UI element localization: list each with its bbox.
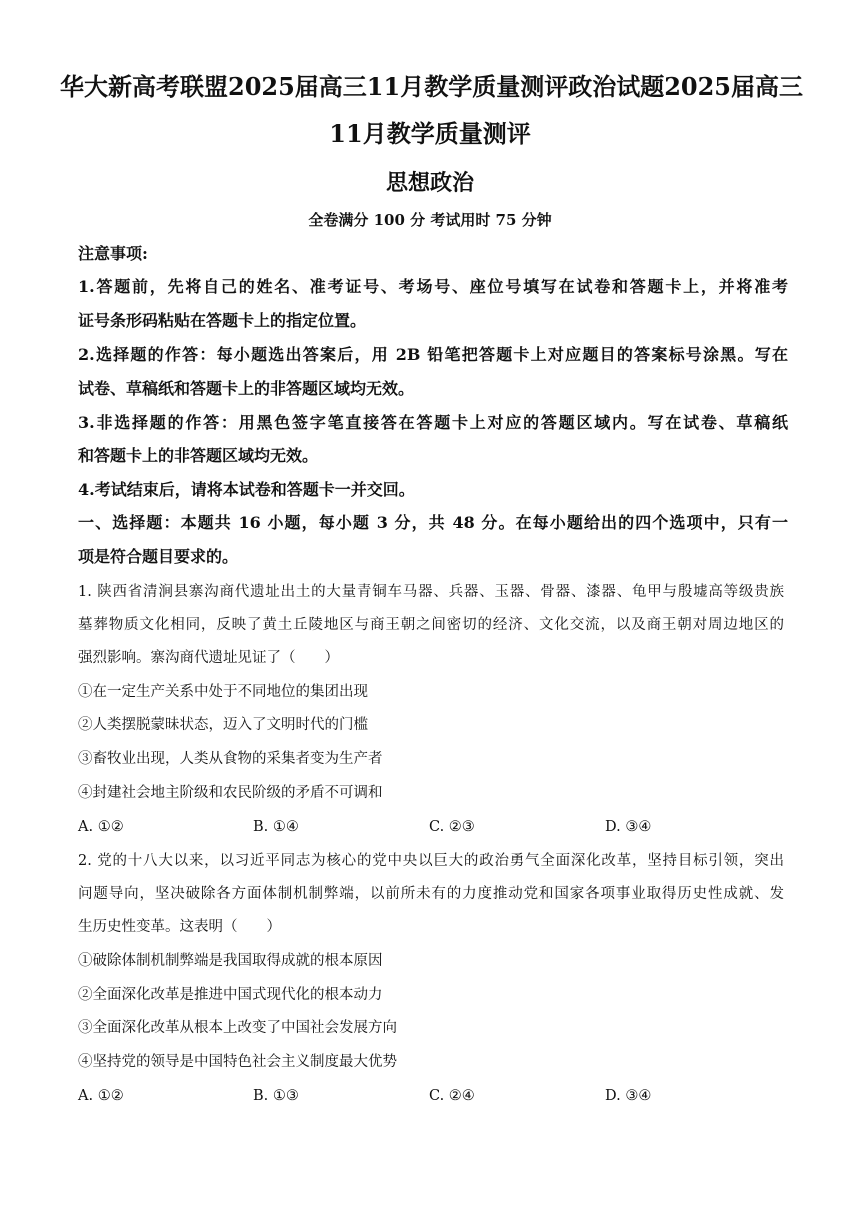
section-heading-line-2: 项是符合题目要求的。 — [78, 547, 239, 566]
notice-item-2-line-2: 试卷、草稿纸和答题卡上的非答题区域均无效。 — [78, 379, 415, 398]
exam-title-line-1: 华大新高考联盟2025届高三11月教学质量测评政治试题2025届高三 — [60, 72, 803, 101]
q2-option-d: D. ③④ — [605, 1088, 652, 1104]
q2-stem-line-3: 生历史性变革。这表明（ ） — [78, 919, 281, 935]
notice-item-3-line-1: 3.非选择题的作答：用黑色签字笔直接答在答题卡上对应的答题区域内。写在试卷、草稿纸 — [78, 413, 788, 432]
exam-title-line-2: 11月教学质量测评 — [329, 119, 531, 148]
q1-stem-line-1: 1. 陕西省清涧县寨沟商代遗址出土的大量青铜车马器、兵器、玉器、骨器、漆器、龟甲与殷墟高等级贵族 — [78, 584, 784, 600]
q1-statement-3: ③畜牧业出现，人类从食物的采集者变为生产者 — [78, 751, 383, 767]
q1-stem-line-2: 墓葬物质文化相同，反映了黄土丘陵地区与商王朝之间密切的经济、文化交流，以及商王朝对周边地区的 — [78, 617, 784, 633]
q2-statement-3: ③全面深化改革从根本上改变了中国社会发展方向 — [78, 1020, 397, 1036]
subject-title: 思想政治 — [385, 170, 474, 196]
q2-option-a: A. ①② — [78, 1088, 124, 1104]
q1-stem-line-3: 强烈影响。寨沟商代遗址见证了（ ） — [78, 650, 339, 666]
q1-option-c: C. ②③ — [429, 819, 475, 835]
q2-option-c: C. ②④ — [429, 1088, 475, 1104]
q1-option-b: B. ①④ — [253, 819, 299, 835]
q1-statement-2: ②人类摆脱蒙昧状态，迈入了文明时代的门槛 — [78, 717, 368, 733]
q1-statement-1: ①在一定生产关系中处于不同地位的集团出现 — [78, 684, 368, 700]
q2-statement-2: ②全面深化改革是推进中国式现代化的根本动力 — [78, 987, 383, 1003]
exam-info: 全卷满分 100 分 考试用时 75 分钟 — [308, 211, 552, 229]
notice-item-1-line-1: 1.答题前，先将自己的姓名、准考证号、考场号、座位号填写在试卷和答题卡上，并将准考 — [78, 277, 788, 296]
q2-stem-line-2: 问题导向，坚决破除各方面体制机制弊端，以前所未有的力度推动党和国家各项事业取得历史性成就、发 — [78, 886, 784, 902]
q1-option-d: D. ③④ — [605, 819, 652, 835]
q2-option-b: B. ①③ — [253, 1088, 299, 1104]
notice-heading: 注意事项: — [78, 244, 148, 263]
notice-item-2-line-1: 2.选择题的作答：每小题选出答案后，用 2B 铅笔把答题卡上对应题目的答案标号涂黑。写在 — [78, 345, 788, 364]
notice-item-4: 4.考试结束后，请将本试卷和答题卡一并交回。 — [78, 480, 415, 499]
q2-statement-1: ①破除体制机制弊端是我国取得成就的根本原因 — [78, 953, 383, 969]
notice-item-1-line-2: 证号条形码粘贴在答题卡上的指定位置。 — [78, 311, 367, 330]
q1-option-a: A. ①② — [78, 819, 124, 835]
notice-item-3-line-2: 和答题卡上的非答题区域均无效。 — [78, 446, 319, 465]
q2-statement-4: ④坚持党的领导是中国特色社会主义制度最大优势 — [78, 1054, 397, 1070]
q2-stem-line-1: 2. 党的十八大以来，以习近平同志为核心的党中央以巨大的政治勇气全面深化改革，坚持目标引领，突出 — [78, 853, 784, 869]
section-heading-line-1: 一、选择题：本题共 16 小题，每小题 3 分，共 48 分。在每小题给出的四个选项中，只有一 — [78, 513, 788, 532]
q1-statement-4: ④封建社会地主阶级和农民阶级的矛盾不可调和 — [78, 785, 383, 801]
